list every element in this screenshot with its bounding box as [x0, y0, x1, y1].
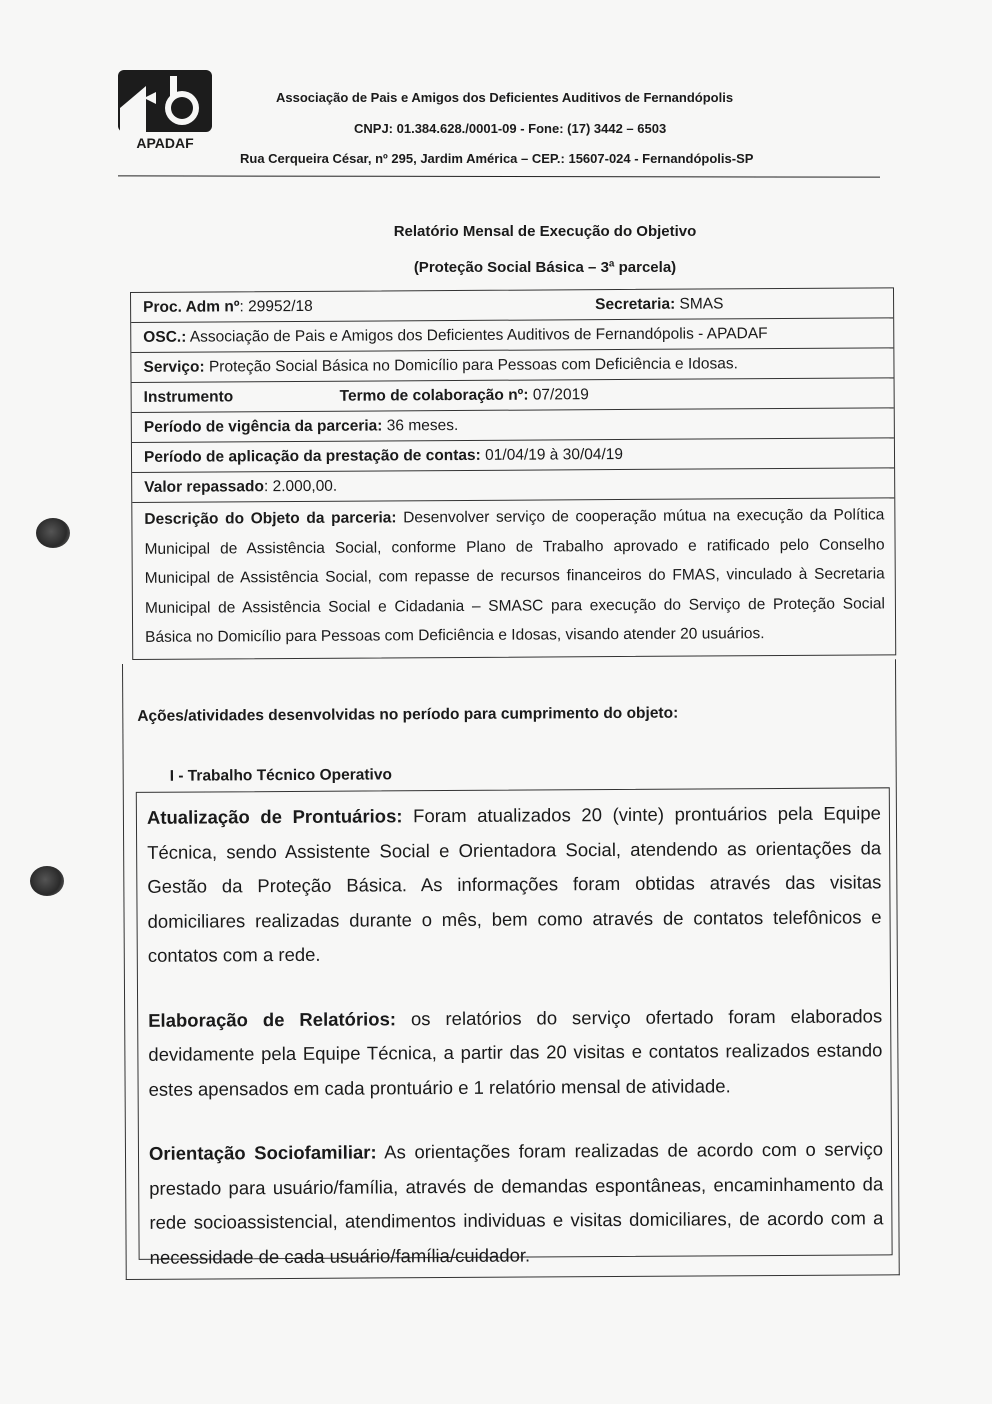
apadaf-logo: [116, 68, 216, 152]
proc-label: Proc. Adm nº: [143, 298, 240, 316]
osc-label: OSC.:: [143, 328, 187, 346]
servico-value: Proteção Social Básica no Domicílio para Pessoas com Deficiência e Idosas.: [204, 355, 738, 376]
row-aplicacao: [132, 438, 894, 473]
activity-item-relatorios: [148, 999, 883, 1107]
organization-address: Rua Cerqueira César, nº 295, Jardim América – CEP.: 15607-024 - Fernandópolis-SP: [240, 151, 754, 166]
vigencia-value: 36 meses.: [382, 416, 459, 435]
activities-section: [122, 659, 900, 1280]
activity-item-orientacao: [149, 1132, 884, 1274]
row-servico: [131, 348, 893, 383]
proc-value: : 29952/18: [239, 297, 313, 316]
logo-wordmark: APADAF: [136, 135, 194, 151]
activity-text: os relatórios do serviço ofertado foram elaborados devidamente pela Equipe Técnica, a partir das 20 visitas e contatos realizados estando estes apensados em cada prontuário e 1 relatório mensal de atividade.: [148, 1004, 883, 1100]
servico-label: Serviço:: [143, 358, 205, 376]
activity-label: Elaboração de Relatórios:: [148, 1007, 397, 1031]
vigencia-label: Período de vigência da parceria:: [143, 417, 383, 436]
row-descricao: [132, 498, 895, 658]
row-proc: [131, 288, 893, 323]
osc-value: Associação de Pais e Amigos dos Deficientes Auditivos de Fernandópolis - APADAF: [186, 325, 768, 346]
info-table: [130, 287, 896, 659]
aplicacao-value: 01/04/19 à 30/04/19: [480, 445, 624, 464]
report-subtitle: (Proteção Social Básica – 3ª parcela): [413, 259, 677, 276]
activity-label: Atualização de Prontuários:: [146, 805, 403, 828]
activity-item-prontuarios: [147, 796, 882, 973]
header-divider: [118, 175, 880, 177]
aplicacao-label: Período de aplicação da prestação de contas:: [143, 446, 481, 466]
activity-label: Orientação Sociofamiliar:: [148, 1141, 377, 1164]
row-valor: [132, 468, 894, 503]
termo-label: Termo de colaboração nº:: [339, 386, 529, 405]
descricao-value: Desenvolver serviço de cooperação mútua na execução da Política Municipal de Assistência Social, conforme Plano de Trabalho aprovado e ratificado pelo Conselho Municipal de Assistência Social, com repasse de recursos financeiros do FMAS, vinculado à Secretaria Municipal de Assistência Social e Cidadania – SMASC para execução do Serviço de Proteção Social Básica no Domicílio para Pessoas com Deficiência e Idosas, visando atender 20 usuários.: [144, 506, 885, 646]
valor-label: Valor repassado: [144, 478, 265, 496]
report-title: Relatório Mensal de Execução do Objetivo: [393, 223, 697, 240]
instrumento-label: Instrumento: [143, 388, 234, 406]
secretaria-label: Secretaria:: [595, 295, 676, 314]
activities-heading: Ações/atividades desenvolvidas no período para cumprimento do objeto:: [137, 704, 679, 725]
descricao-label: Descrição do Objeto da parceria:: [144, 509, 397, 528]
valor-value: : 2.000,00.: [263, 477, 338, 496]
row-vigencia: [132, 408, 894, 443]
termo-value: 07/2019: [528, 386, 589, 404]
section-title: I - Trabalho Técnico Operativo: [169, 766, 392, 785]
activities-box: [136, 787, 893, 1268]
row-osc: [131, 318, 893, 353]
activity-text: Foram atualizados 20 (vinte) prontuários pela Equipe Técnica, sendo Assistente Social e Orientadora Social, atendendo as orientações da Gestão da Proteção Básica. As informações foram obtidas através das visitas domiciliares realizadas durante o mês, bem como através de contatos telefônicos e contatos com a rede.: [147, 802, 882, 966]
punch-hole-bottom: [30, 866, 64, 896]
row-instrumento: [132, 378, 894, 413]
organization-name: Associação de Pais e Amigos dos Deficientes Auditivos de Fernandópolis: [276, 90, 734, 105]
secretaria-value: SMAS: [675, 295, 724, 313]
activity-text: As orientações foram realizadas de acordo com o serviço prestado para usuário/família, através de demandas espontâneas, encaminhamento da rede socioassistencial, atendimentos individuas e visitas domiciliares, de acordo com a necessidade de cada usuário/família/cuidador.: [149, 1138, 884, 1268]
organization-cnpj-phone: CNPJ: 01.384.628./0001-09 - Fone: (17) 3442 – 6503: [354, 121, 667, 136]
punch-hole-top: [36, 518, 70, 548]
